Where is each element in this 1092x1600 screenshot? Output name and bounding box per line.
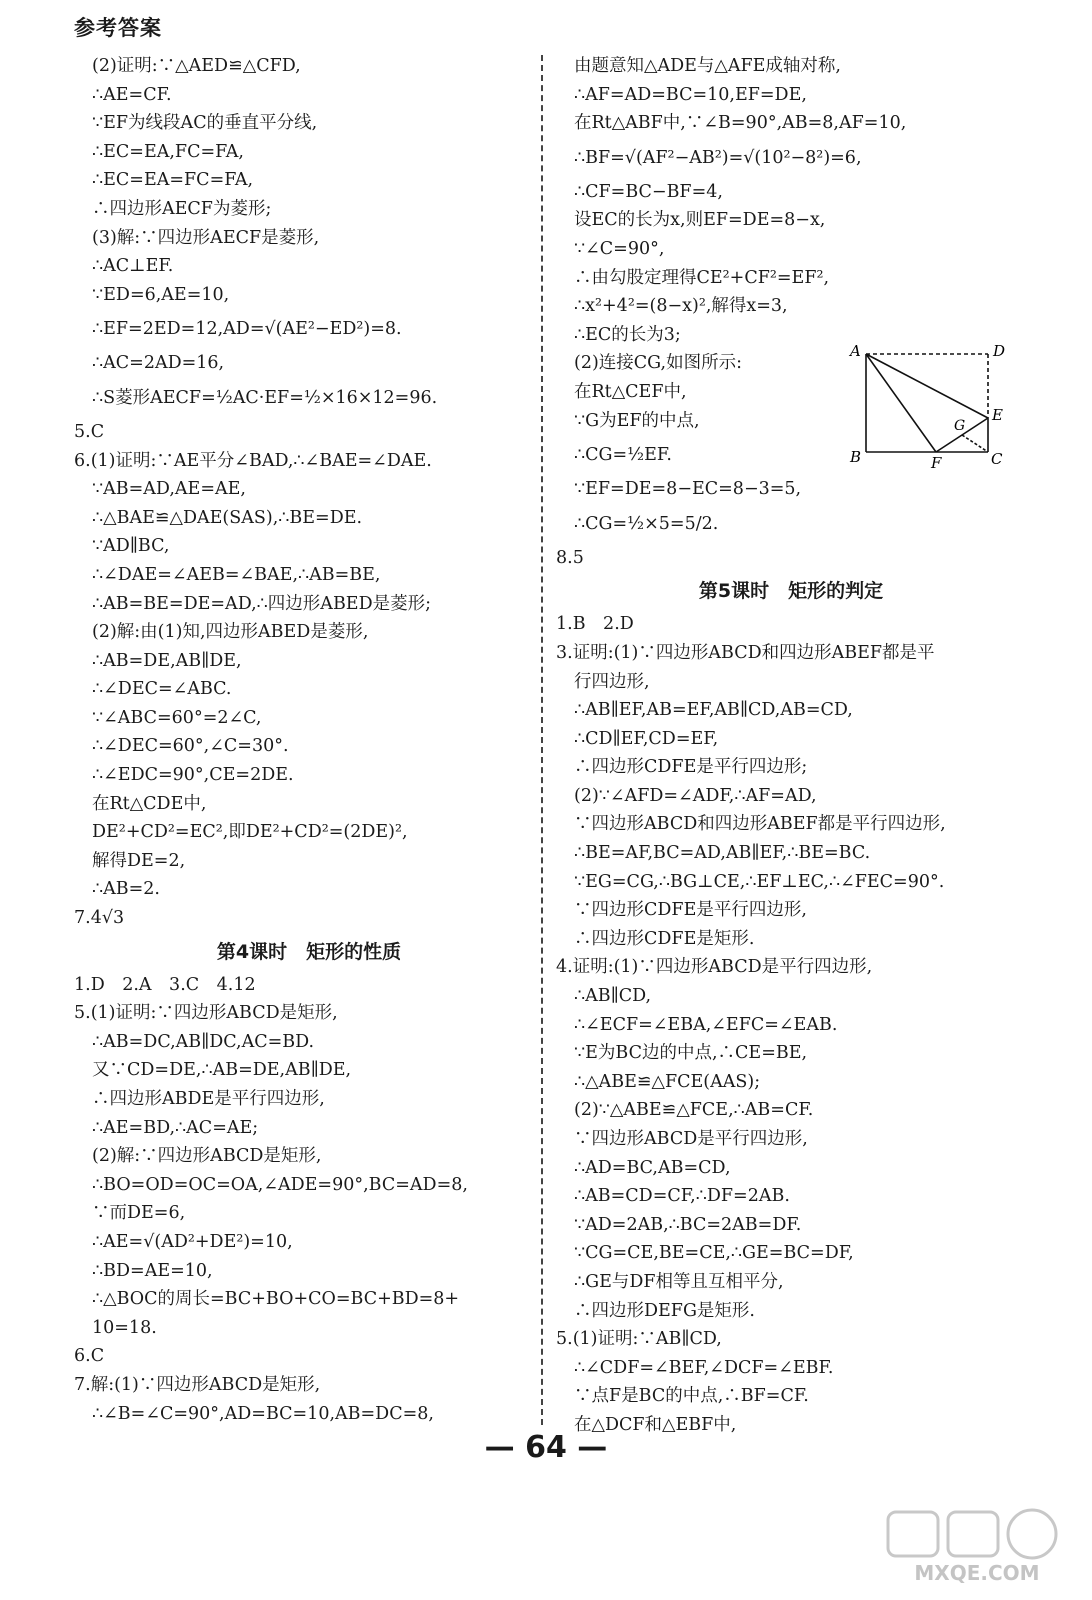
text-line: 3.证明:(1)∵四边形ABCD和四边形ABEF都是平 bbox=[556, 642, 935, 663]
text-line: ∴四边形ABDE是平行四边形, bbox=[92, 1089, 325, 1109]
text-line: ∵四边形ABCD是平行四边形, bbox=[574, 1129, 808, 1149]
text-line: ∴四边形CDFE是平行四边形; bbox=[574, 757, 808, 778]
text-line: ∵EG=CG,∴BG⊥CE,∴EF⊥EC,∴∠FEC=90°. bbox=[574, 871, 945, 892]
text-line: ∴S菱形AECF=½AC·EF=½×16×12=96. bbox=[92, 387, 438, 408]
text-line: ∴CD∥EF,CD=EF, bbox=[574, 728, 719, 749]
text-line: ∴∠DEC=60°,∠C=30°. bbox=[92, 736, 289, 757]
text-line: ∵CG=CE,BE=CE,∴GE=BC=DF, bbox=[574, 1243, 854, 1264]
text-line: ∴∠DAE=∠AEB=∠BAE,∴AB=BE, bbox=[92, 564, 381, 585]
text-line: ∴BO=OD=OC=OA,∠ADE=90°,BC=AD=8, bbox=[92, 1174, 468, 1195]
label-F: F bbox=[931, 454, 942, 472]
text-line: ∴∠ECF=∠EBA,∠EFC=∠EAB. bbox=[574, 1014, 838, 1035]
text-line: ∴四边形CDFE是矩形. bbox=[574, 928, 755, 949]
label-G: G bbox=[954, 418, 966, 434]
text-line: (2)∵△ABE≌△FCE,∴AB=CF. bbox=[574, 1100, 814, 1121]
text-line: ∴EF=2ED=12,AD=√(AE²−ED²)=8. bbox=[92, 319, 402, 340]
text-line: 1.B 2.D bbox=[556, 614, 634, 635]
text-line: (3)解:∵四边形AECF是菱形, bbox=[92, 227, 320, 248]
text-line: 7.4√3 bbox=[74, 908, 125, 929]
text-line: ∴CG=½EF. bbox=[574, 445, 672, 466]
text-line: ∴△ABE≌△FCE(AAS); bbox=[574, 1071, 761, 1092]
text-line: ∴EC=EA=FC=FA, bbox=[92, 170, 254, 191]
text-line: (2)∵∠AFD=∠ADF,∴AF=AD, bbox=[574, 785, 817, 806]
page-header: 参考答案 bbox=[74, 15, 162, 40]
text-line: ∴x²+4²=(8−x)²,解得x=3, bbox=[574, 296, 788, 317]
text-line: 10=18. bbox=[92, 1317, 157, 1338]
text-line: 在Rt△ABF中,∵∠B=90°,AB=8,AF=10, bbox=[574, 113, 907, 134]
text-line: ∵而DE=6, bbox=[92, 1203, 186, 1224]
text-line: 7.解:(1)∵四边形ABCD是矩形, bbox=[74, 1374, 321, 1395]
watermark-logo bbox=[882, 1506, 1072, 1586]
text-line: ∴CG=½×5=5/2. bbox=[574, 513, 719, 534]
text-line: ∴AB=2. bbox=[92, 879, 160, 900]
text-line: ∴AB=DC,AB∥DC,AC=BD. bbox=[92, 1031, 315, 1052]
text-line: 8.5 bbox=[556, 547, 584, 568]
text-line: 解得DE=2, bbox=[92, 850, 186, 871]
text-line: 1.D 2.A 3.C 4.12 bbox=[74, 974, 256, 995]
text-line: ∵E为BC边的中点,∴CE=BE, bbox=[574, 1043, 808, 1064]
text-line: ∴AF=AD=BC=10,EF=DE, bbox=[574, 84, 807, 105]
text-line: ∴四边形DEFG是矩形. bbox=[574, 1300, 755, 1321]
label-C: C bbox=[991, 450, 1003, 468]
text-line: 又∵CD=DE,∴AB=DE,AB∥DE, bbox=[92, 1060, 352, 1081]
text-line: ∴AB=BE=DE=AD,∴四边形ABED是菱形; bbox=[92, 593, 432, 614]
text-line: ∵∠C=90°, bbox=[574, 238, 665, 259]
text-line: ∴AE=BD,∴AC=AE; bbox=[92, 1117, 259, 1138]
text-line: 在Rt△CEF中, bbox=[574, 381, 687, 402]
text-line: ∴AE=√(AD²+DE²)=10, bbox=[92, 1231, 293, 1252]
text-line: 在△DCF和△EBF中, bbox=[574, 1414, 737, 1435]
text-line: ∵EF=DE=8−EC=8−3=5, bbox=[574, 479, 802, 500]
text-line: ∴△BOC的周长=BC+BO+CO=BC+BD=8+ bbox=[92, 1289, 460, 1310]
text-line: ∴AC=2AD=16, bbox=[92, 353, 225, 374]
text-line: ∴AE=CF. bbox=[92, 84, 172, 105]
page-number: — 64 — bbox=[484, 1430, 608, 1465]
text-line: 6.C bbox=[74, 1346, 105, 1367]
column-divider bbox=[541, 55, 543, 1425]
text-line: ∴CF=BC−BF=4, bbox=[574, 181, 723, 202]
text-line: ∴由勾股定理得CE²+CF²=EF², bbox=[574, 267, 830, 288]
watermark-text: MXQE.COM bbox=[914, 1561, 1040, 1585]
text-line: ∴EC=EA,FC=FA, bbox=[92, 141, 244, 162]
text-line: 在Rt△CDE中, bbox=[92, 793, 207, 814]
text-line: 5.(1)证明:∵四边形ABCD是矩形, bbox=[74, 1003, 338, 1024]
text-line: 5.(1)证明:∵AB∥CD, bbox=[556, 1329, 722, 1350]
text-line: (2)解:由(1)知,四边形ABED是菱形, bbox=[92, 622, 369, 643]
text-line: ∵ED=6,AE=10, bbox=[92, 284, 230, 305]
text-line: ∵AB=AD,AE=AE, bbox=[92, 479, 246, 500]
text-line: ∴四边形AECF为菱形; bbox=[92, 198, 272, 219]
text-line: ∴BD=AE=10, bbox=[92, 1260, 213, 1281]
text-line: ∴AC⊥EF. bbox=[92, 256, 174, 277]
section-heading: 第5课时 矩形的判定 bbox=[698, 580, 884, 603]
text-line: 行四边形, bbox=[574, 671, 650, 692]
text-line: ∵点F是BC的中点,∴BF=CF. bbox=[574, 1386, 809, 1407]
text-line: ∴EC的长为3; bbox=[574, 324, 681, 345]
text-line: ∵四边形ABCD和四边形ABEF都是平行四边形, bbox=[574, 814, 946, 835]
text-line: ∴BF=√(AF²−AB²)=√(10²−8²)=6, bbox=[574, 147, 862, 168]
text-line: ∴∠EDC=90°,CE=2DE. bbox=[92, 765, 294, 786]
text-line: ∴△BAE≌△DAE(SAS),∴BE=DE. bbox=[92, 507, 363, 528]
text-line: (2)解:∵四边形ABCD是矩形, bbox=[92, 1146, 322, 1167]
text-line: ∴∠B=∠C=90°,AD=BC=10,AB=DC=8, bbox=[92, 1403, 434, 1424]
text-line: ∵G为EF的中点, bbox=[574, 410, 700, 431]
text-line: 由题意知△ADE与△AFE成轴对称, bbox=[574, 56, 841, 76]
text-line: 4.证明:(1)∵四边形ABCD是平行四边形, bbox=[556, 957, 873, 978]
left-column bbox=[74, 52, 544, 1428]
text-line: ∴AB∥EF,AB=EF,AB∥CD,AB=CD, bbox=[574, 700, 853, 721]
text-line: ∴AD=BC,AB=CD, bbox=[574, 1157, 731, 1178]
text-line: 设EC的长为x,则EF=DE=8−x, bbox=[574, 210, 826, 231]
text-line: DE²+CD²=EC²,即DE²+CD²=(2DE)², bbox=[92, 822, 408, 843]
text-line: ∴AB∥CD, bbox=[574, 986, 652, 1007]
text-line: ∵四边形CDFE是平行四边形, bbox=[574, 900, 807, 921]
text-line: 6.(1)证明:∵AE平分∠BAD,∴∠BAE=∠DAE. bbox=[74, 450, 432, 471]
rectangle-figure bbox=[836, 338, 1026, 478]
section-heading: 第4课时 矩形的性质 bbox=[216, 940, 402, 963]
text-line: ∵EF为线段AC的垂直平分线, bbox=[92, 113, 318, 134]
label-E: E bbox=[992, 406, 1003, 424]
label-B: B bbox=[850, 448, 862, 466]
text-line: ∴GE与DF相等且互相平分, bbox=[574, 1271, 784, 1292]
text-line: (2)连接CG,如图所示: bbox=[574, 353, 742, 374]
text-line: 5.C bbox=[74, 421, 105, 442]
text-line: ∴∠DEC=∠ABC. bbox=[92, 679, 232, 700]
text-line: (2)证明:∵△AED≌△CFD, bbox=[92, 56, 301, 76]
text-line: ∴AB=DE,AB∥DE, bbox=[92, 650, 242, 671]
text-line: ∵∠ABC=60°=2∠C, bbox=[92, 707, 262, 728]
text-line: ∴∠CDF=∠BEF,∠DCF=∠EBF. bbox=[574, 1357, 834, 1378]
right-column bbox=[556, 52, 1026, 1440]
text-line: ∵AD∥BC, bbox=[92, 536, 170, 557]
text-line: ∴BE=AF,BC=AD,AB∥EF,∴BE=BC. bbox=[574, 843, 871, 864]
text-line: ∵AD=2AB,∴BC=2AB=DF. bbox=[574, 1214, 802, 1235]
label-A: A bbox=[850, 342, 861, 360]
label-D: D bbox=[993, 342, 1006, 360]
text-line: ∴AB=CD=CF,∴DF=2AB. bbox=[574, 1186, 790, 1207]
